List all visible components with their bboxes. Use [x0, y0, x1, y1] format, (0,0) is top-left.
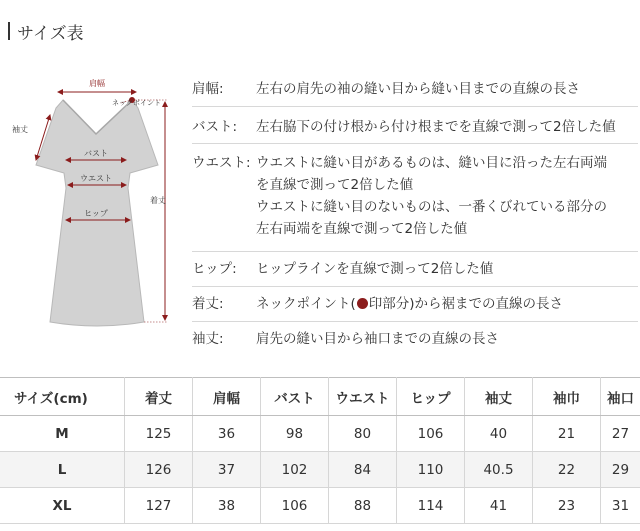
neck-point-dot-icon	[357, 298, 368, 309]
header-sleeve-width: 袖巾	[533, 378, 601, 416]
header-bust: バスト	[261, 378, 329, 416]
table-cell: 22	[533, 452, 601, 488]
table-cell: 127	[125, 488, 193, 524]
definition-text-after: 印部分)から裾までの直線の長さ	[368, 296, 564, 312]
header-shoulder: 肩幅	[193, 378, 261, 416]
table-row	[0, 416, 640, 452]
divider	[192, 143, 638, 144]
definition-term: 着丈:	[192, 296, 224, 312]
shoulder-label: 肩幅	[89, 79, 105, 88]
definition-text: ヒップラインを直線で測って2倍した値	[256, 261, 494, 277]
definition-term: バスト:	[192, 119, 238, 135]
sleeve-label: 袖丈	[12, 125, 28, 134]
table-cell: 80	[329, 416, 397, 452]
bust-label: バスト	[84, 149, 108, 158]
table-cell: 40	[465, 416, 533, 452]
table-cell: 41	[465, 488, 533, 524]
definition-text: 左右の肩先の袖の縫い目から縫い目までの直線の長さ	[256, 81, 580, 97]
table-cell: 37	[193, 452, 261, 488]
title-bar	[8, 21, 84, 44]
table-header-row	[0, 378, 640, 416]
table-cell: 36	[193, 416, 261, 452]
neck-point-label: ネックポイント	[112, 99, 161, 107]
table-cell: 110	[397, 452, 465, 488]
definition-text-line-3: ウエストに縫い目のないものは、一番くびれている部分の	[256, 199, 607, 215]
table-cell: 88	[329, 488, 397, 524]
dress-diagram	[0, 60, 185, 360]
definition-text-before: ネックポイント(	[256, 296, 356, 312]
waist-label: ウエスト	[80, 174, 112, 183]
header-waist: ウエスト	[329, 378, 397, 416]
definition-text	[256, 293, 563, 315]
table-cell: 98	[261, 416, 329, 452]
definition-term: ヒップ:	[192, 261, 237, 277]
table-cell: M	[0, 416, 125, 452]
title-marker	[8, 22, 10, 40]
definition-term: ウエスト:	[192, 155, 251, 171]
table-cell: L	[0, 452, 125, 488]
table-cell: XL	[0, 488, 125, 524]
table-cell: 23	[533, 488, 601, 524]
divider	[192, 106, 638, 107]
length-label: 着丈	[150, 196, 166, 205]
table-cell: 29	[601, 452, 640, 488]
header-length: 着丈	[125, 378, 193, 416]
table-cell: 114	[397, 488, 465, 524]
table-cell: 38	[193, 488, 261, 524]
definition-text-line-2: を直線で測って2倍した値	[256, 177, 414, 193]
table-cell: 40.5	[465, 452, 533, 488]
header-size: サイズ(cm)	[0, 378, 125, 416]
header-sleeve-length: 袖丈	[465, 378, 533, 416]
header-hip: ヒップ	[397, 378, 465, 416]
table-cell: 84	[329, 452, 397, 488]
definition-term: 袖丈:	[192, 331, 224, 347]
table-cell: 106	[261, 488, 329, 524]
table-cell: 106	[397, 416, 465, 452]
table-row	[0, 488, 640, 524]
table-cell: 21	[533, 416, 601, 452]
size-table	[0, 377, 640, 524]
hip-label: ヒップ	[84, 209, 108, 218]
table-cell: 31	[601, 488, 640, 524]
definition-term: 肩幅:	[192, 81, 224, 97]
definition-text: 肩先の縫い目から袖口までの直線の長さ	[256, 331, 499, 347]
page-title: サイズ表	[17, 23, 84, 44]
table-cell: 126	[125, 452, 193, 488]
table-cell: 125	[125, 416, 193, 452]
table-cell: 27	[601, 416, 640, 452]
header-cuff: 袖口	[601, 378, 640, 416]
definition-text: 左右脇下の付け根から付け根までを直線で測って2倍した値	[256, 119, 616, 135]
table-cell: 102	[261, 452, 329, 488]
definition-text-line-4: 左右両端を直線で測って2倍した値	[256, 221, 468, 237]
divider	[192, 321, 638, 322]
definition-text-line-1: ウエストに縫い目があるものは、縫い目に沿った左右両端	[256, 155, 607, 171]
table-row	[0, 452, 640, 488]
divider	[192, 251, 638, 252]
divider	[192, 286, 638, 287]
